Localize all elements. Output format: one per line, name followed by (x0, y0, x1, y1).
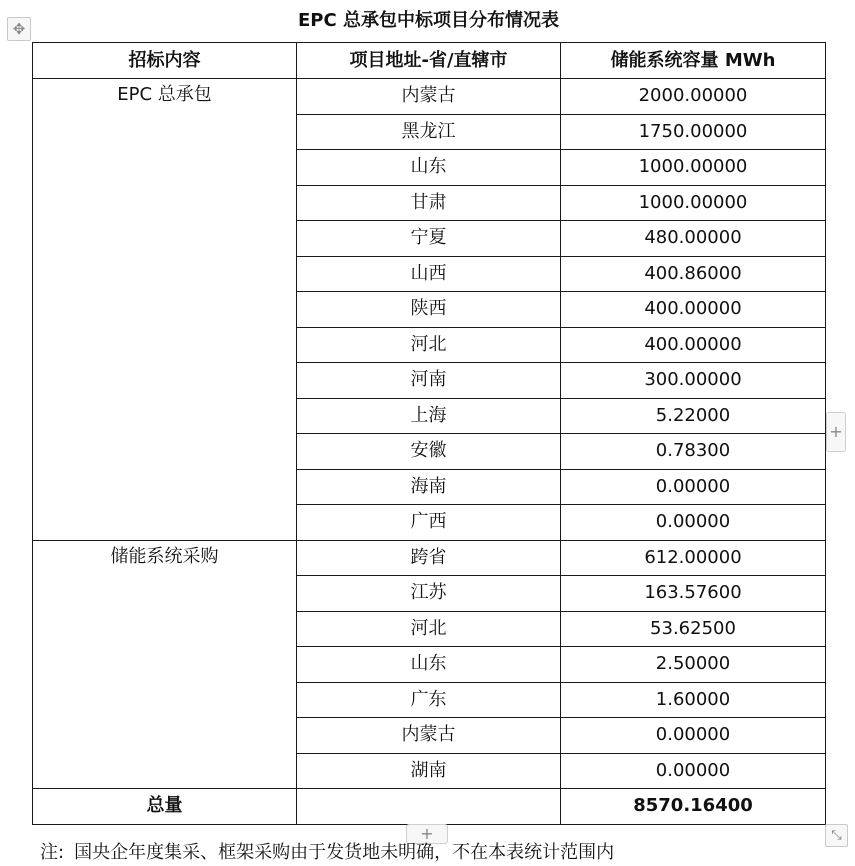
capacity-cell[interactable]: 1.60000 (561, 682, 826, 718)
province-cell[interactable]: 湖南 (297, 753, 561, 789)
province-cell[interactable]: 山西 (297, 256, 561, 292)
province-cell[interactable]: 海南 (297, 469, 561, 505)
total-address-cell[interactable] (297, 789, 561, 825)
table-row (33, 540, 826, 576)
province-cell[interactable]: 广东 (297, 682, 561, 718)
total-row (33, 789, 826, 825)
capacity-cell[interactable]: 1000.00000 (561, 150, 826, 186)
capacity-cell[interactable]: 480.00000 (561, 221, 826, 257)
province-cell[interactable]: 宁夏 (297, 221, 561, 257)
province-cell[interactable]: 黑龙江 (297, 114, 561, 150)
capacity-cell[interactable]: 400.86000 (561, 256, 826, 292)
header-storage-capacity[interactable]: 储能系统容量 MWh (561, 43, 826, 79)
footnote-prefix: 注: (40, 842, 65, 863)
province-cell[interactable]: 江苏 (297, 576, 561, 612)
header-project-address[interactable]: 项目地址-省/直辖市 (297, 43, 561, 79)
province-cell[interactable]: 内蒙古 (297, 718, 561, 754)
capacity-cell[interactable]: 1750.00000 (561, 114, 826, 150)
province-cell[interactable]: 陕西 (297, 292, 561, 328)
plus-icon: + (829, 422, 843, 441)
table-title: EPC 总承包中标项目分布情况表 (298, 10, 559, 31)
capacity-cell[interactable]: 0.00000 (561, 718, 826, 754)
province-cell[interactable]: 山东 (297, 647, 561, 683)
province-cell[interactable]: 内蒙古 (297, 79, 561, 115)
province-cell[interactable]: 河南 (297, 363, 561, 399)
total-label-cell[interactable]: 总量 (33, 789, 297, 825)
province-cell[interactable]: 跨省 (297, 540, 561, 576)
table-move-handle[interactable] (7, 17, 31, 41)
capacity-cell[interactable]: 0.00000 (561, 753, 826, 789)
capacity-cell[interactable]: 2000.00000 (561, 79, 826, 115)
capacity-cell[interactable]: 400.00000 (561, 327, 826, 363)
capacity-cell[interactable]: 1000.00000 (561, 185, 826, 221)
plus-icon: + (420, 824, 434, 843)
capacity-table (32, 42, 826, 825)
bid-content-cell[interactable]: 储能系统采购 (33, 540, 297, 789)
header-bid-content[interactable]: 招标内容 (33, 43, 297, 79)
capacity-cell[interactable]: 5.22000 (561, 398, 826, 434)
province-cell[interactable]: 山东 (297, 150, 561, 186)
capacity-cell[interactable]: 163.57600 (561, 576, 826, 612)
total-capacity-cell[interactable]: 8570.16400 (561, 789, 826, 825)
capacity-cell[interactable]: 0.78300 (561, 434, 826, 470)
add-column-button[interactable] (826, 412, 846, 452)
table-row (33, 79, 826, 115)
capacity-cell[interactable]: 0.00000 (561, 505, 826, 541)
move-icon: ✥ (12, 19, 26, 38)
capacity-cell[interactable]: 53.62500 (561, 611, 826, 647)
footnote (40, 840, 614, 866)
province-cell[interactable]: 广西 (297, 505, 561, 541)
resize-icon: ⤡ (831, 828, 842, 843)
bid-content-cell[interactable]: EPC 总承包 (33, 79, 297, 541)
province-cell[interactable]: 上海 (297, 398, 561, 434)
province-cell[interactable]: 安徽 (297, 434, 561, 470)
header-row (33, 43, 826, 79)
table-resize-handle[interactable] (825, 824, 848, 847)
capacity-cell[interactable]: 0.00000 (561, 469, 826, 505)
capacity-cell[interactable]: 612.00000 (561, 540, 826, 576)
province-cell[interactable]: 甘肃 (297, 185, 561, 221)
capacity-cell[interactable]: 2.50000 (561, 647, 826, 683)
footnote-text: 国央企年度集采、框架采购由于发货地未明确，不在本表统计范围内 (74, 842, 615, 863)
province-cell[interactable]: 河北 (297, 327, 561, 363)
capacity-cell[interactable]: 400.00000 (561, 292, 826, 328)
capacity-cell[interactable]: 300.00000 (561, 363, 826, 399)
province-cell[interactable]: 河北 (297, 611, 561, 647)
